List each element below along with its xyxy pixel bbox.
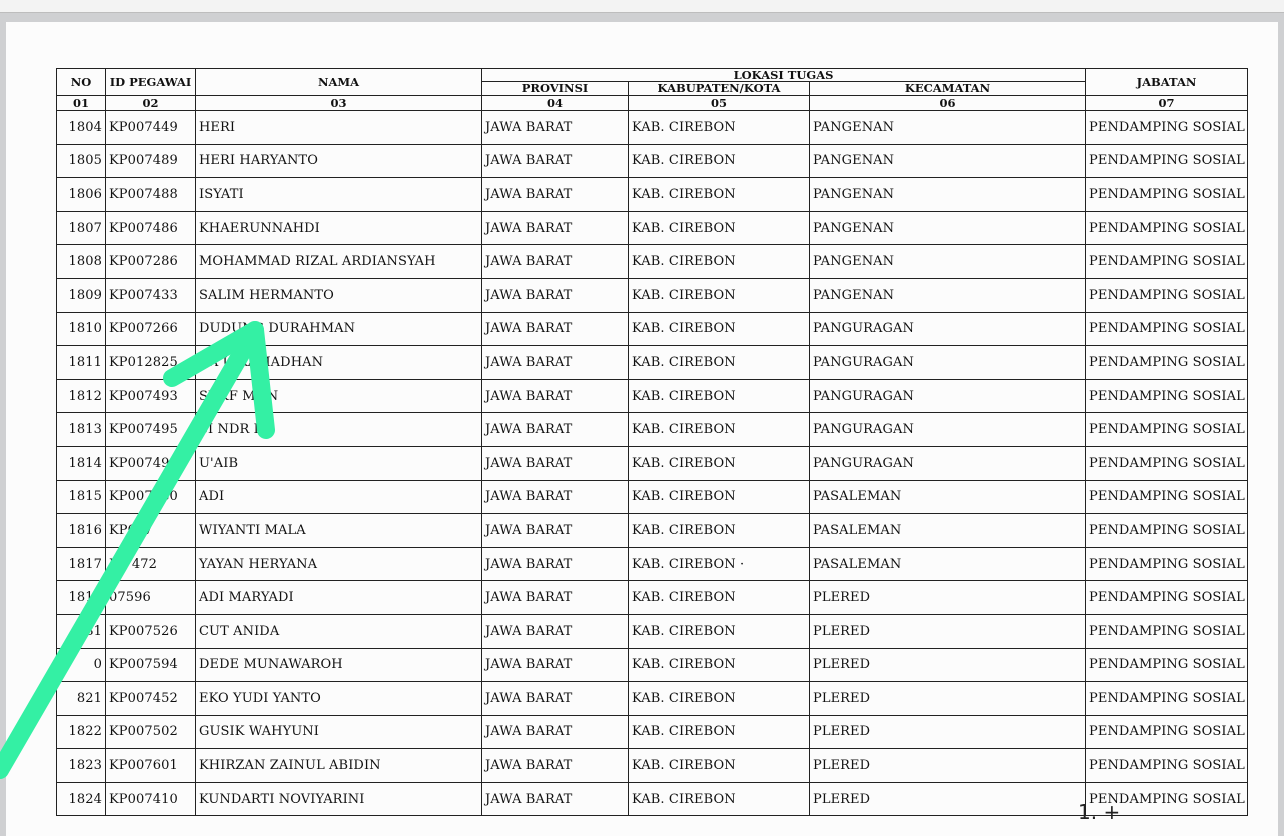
table-row <box>57 749 1248 783</box>
header-jabatan: JABATAN <box>1086 69 1248 96</box>
previous-page-edge <box>0 0 1284 13</box>
cell-kabupaten-kota: KAB. CIREBON <box>629 245 810 279</box>
cell-no: 1815 <box>57 480 106 514</box>
cell-kabupaten-kota: KAB. CIREBON <box>629 514 810 548</box>
cell-provinsi: JAWA BARAT <box>482 144 629 178</box>
cell-jabatan: PENDAMPING SOSIAL <box>1086 111 1248 145</box>
cell-kecamatan: PANGURAGAN <box>810 346 1086 380</box>
cell-nama: KHIRZAN ZAINUL ABIDIN <box>196 749 482 783</box>
header-provinsi: PROVINSI <box>482 82 629 96</box>
cell-kabupaten-kota: KAB. CIREBON <box>629 715 810 749</box>
cell-no: 1808 <box>57 245 106 279</box>
table-row <box>57 715 1248 749</box>
header-no: NO <box>57 69 106 96</box>
cell-id-pegawai: KP007452 <box>106 682 196 716</box>
cell-kabupaten-kota: KAB. CIREBON <box>629 446 810 480</box>
cell-provinsi: JAWA BARAT <box>482 547 629 581</box>
cell-provinsi: JAWA BARAT <box>482 514 629 548</box>
table-row <box>57 278 1248 312</box>
cell-kabupaten-kota: KAB. CIREBON · <box>629 547 810 581</box>
cell-nama: GUSIK WAHYUNI <box>196 715 482 749</box>
cell-kabupaten-kota: KAB. CIREBON <box>629 211 810 245</box>
cell-id-pegawai: KP007449 <box>106 111 196 145</box>
cell-kabupaten-kota: KAB. CIREBON <box>629 144 810 178</box>
cell-id-pegawai: KP007286 <box>106 245 196 279</box>
cell-no: 1804 <box>57 111 106 145</box>
cell-kecamatan: PLERED <box>810 614 1086 648</box>
code-04: 04 <box>482 96 629 111</box>
table-row <box>57 648 1248 682</box>
cell-jabatan: PENDAMPING SOSIAL <box>1086 413 1248 447</box>
cell-provinsi: JAWA BARAT <box>482 178 629 212</box>
cell-provinsi: JAWA BARAT <box>482 446 629 480</box>
cell-id-pegawai: KP007580 <box>106 480 196 514</box>
cell-kecamatan: PLERED <box>810 749 1086 783</box>
code-02: 02 <box>106 96 196 111</box>
cell-id-pegawai: KP012825 <box>106 346 196 380</box>
cell-kecamatan: PANGURAGAN <box>810 413 1086 447</box>
table-row <box>57 614 1248 648</box>
cell-provinsi: JAWA BARAT <box>482 278 629 312</box>
cell-jabatan: PENDAMPING SOSIAL <box>1086 211 1248 245</box>
cell-jabatan: PENDAMPING SOSIAL <box>1086 178 1248 212</box>
cell-no: 1822 <box>57 715 106 749</box>
table-row <box>57 245 1248 279</box>
cell-id-pegawai: KP 472 <box>106 547 196 581</box>
cell-jabatan: PENDAMPING SOSIAL <box>1086 245 1248 279</box>
cell-kecamatan: PLERED <box>810 682 1086 716</box>
cell-kabupaten-kota: KAB. CIREBON <box>629 278 810 312</box>
cell-jabatan: PENDAMPING SOSIAL <box>1086 547 1248 581</box>
code-06: 06 <box>810 96 1086 111</box>
cell-provinsi: JAWA BARAT <box>482 211 629 245</box>
cell-id-pegawai: KP007491 <box>106 446 196 480</box>
cell-kabupaten-kota: KAB. CIREBON <box>629 682 810 716</box>
cell-kecamatan: PASALEMAN <box>810 514 1086 548</box>
cell-jabatan: PENDAMPING SOSIAL <box>1086 346 1248 380</box>
table-row <box>57 782 1248 816</box>
table-row <box>57 211 1248 245</box>
cell-provinsi: JAWA BARAT <box>482 715 629 749</box>
cell-kabupaten-kota: KAB. CIREBON <box>629 581 810 615</box>
cell-nama: MOHAMMAD RIZAL ARDIANSYAH <box>196 245 482 279</box>
header-nama: NAMA <box>196 69 482 96</box>
cell-jabatan: PENDAMPING SOSIAL <box>1086 446 1248 480</box>
table-row <box>57 144 1248 178</box>
cell-kecamatan: PANGURAGAN <box>810 379 1086 413</box>
cell-nama: SI NDR I <box>196 413 482 447</box>
cell-jabatan: PENDAMPING SOSIAL <box>1086 312 1248 346</box>
cell-provinsi: JAWA BARAT <box>482 581 629 615</box>
cell-id-pegawai: KP007495 <box>106 413 196 447</box>
cell-no: 1810 <box>57 312 106 346</box>
cell-id-pegawai: 07596 <box>106 581 196 615</box>
cell-jabatan: PENDAMPING SOSIAL <box>1086 278 1248 312</box>
cell-kabupaten-kota: KAB. CIREBON <box>629 413 810 447</box>
cell-provinsi: JAWA BARAT <box>482 782 629 816</box>
table-row <box>57 379 1248 413</box>
cell-nama: KHAERUNNAHDI <box>196 211 482 245</box>
header-kecamatan: KECAMATAN <box>810 82 1086 96</box>
cell-jabatan: PENDAMPING SOSIAL <box>1086 379 1248 413</box>
table-row <box>57 547 1248 581</box>
cell-provinsi: JAWA BARAT <box>482 346 629 380</box>
cell-kabupaten-kota: KAB. CIREBON <box>629 648 810 682</box>
code-07: 07 <box>1086 96 1248 111</box>
cell-provinsi: JAWA BARAT <box>482 111 629 145</box>
table-row <box>57 312 1248 346</box>
cell-kabupaten-kota: KAB. CIREBON <box>629 111 810 145</box>
cell-kabupaten-kota: KAB. CIREBON <box>629 782 810 816</box>
header-id-pegawai: ID PEGAWAI <box>106 69 196 96</box>
table-row <box>57 346 1248 380</box>
table-row <box>57 413 1248 447</box>
cell-provinsi: JAWA BARAT <box>482 749 629 783</box>
cell-jabatan: PENDAMPING SOSIAL <box>1086 614 1248 648</box>
cell-nama: EKO YUDI YANTO <box>196 682 482 716</box>
cell-kecamatan: PANGENAN <box>810 278 1086 312</box>
cell-id-pegawai: KP007601 <box>106 749 196 783</box>
cell-jabatan: PENDAMPING SOSIAL <box>1086 782 1248 816</box>
table-body <box>57 111 1248 816</box>
cell-no: 1806 <box>57 178 106 212</box>
cell-no: 1816 <box>57 514 106 548</box>
cell-kecamatan: PLERED <box>810 715 1086 749</box>
cell-id-pegawai: KP007502 <box>106 715 196 749</box>
cell-id-pegawai: KP007594 <box>106 648 196 682</box>
cell-no: 1824 <box>57 782 106 816</box>
cell-no: 181 <box>57 614 106 648</box>
cell-no: 1817 <box>57 547 106 581</box>
cell-no: 1813 <box>57 413 106 447</box>
cell-kabupaten-kota: KAB. CIREBON <box>629 346 810 380</box>
table-row <box>57 514 1248 548</box>
cell-no: 0 <box>57 648 106 682</box>
cell-provinsi: JAWA BARAT <box>482 245 629 279</box>
cell-id-pegawai: KP007493 <box>106 379 196 413</box>
cell-no: 1811 <box>57 346 106 380</box>
cell-nama: ISYATI <box>196 178 482 212</box>
cell-jabatan: PENDAMPING SOSIAL <box>1086 581 1248 615</box>
cell-kabupaten-kota: KAB. CIREBON <box>629 749 810 783</box>
table-row <box>57 178 1248 212</box>
employee-table <box>56 68 1248 816</box>
cell-no: 1823 <box>57 749 106 783</box>
cell-no: 821 <box>57 682 106 716</box>
table-row <box>57 111 1248 145</box>
cell-jabatan: PENDAMPING SOSIAL <box>1086 514 1248 548</box>
cell-nama: U'AIB <box>196 446 482 480</box>
cell-nama: DEDE MUNAWAROH <box>196 648 482 682</box>
cell-nama: ADI <box>196 480 482 514</box>
table-row <box>57 581 1248 615</box>
cell-provinsi: JAWA BARAT <box>482 379 629 413</box>
cell-no: 1812 <box>57 379 106 413</box>
cell-nama: SALIM HERMANTO <box>196 278 482 312</box>
cell-nama: RA U RAMADHAN <box>196 346 482 380</box>
cell-kecamatan: PANGENAN <box>810 211 1086 245</box>
cell-id-pegawai: KP007526 <box>106 614 196 648</box>
cell-id-pegawai: KP007 <box>106 514 196 548</box>
cell-no: 1814 <box>57 446 106 480</box>
cell-provinsi: JAWA BARAT <box>482 648 629 682</box>
cell-no: 1807 <box>57 211 106 245</box>
cell-jabatan: PENDAMPING SOSIAL <box>1086 682 1248 716</box>
cell-nama: WIYANTI MALA <box>196 514 482 548</box>
table-header <box>57 69 1248 111</box>
cell-provinsi: JAWA BARAT <box>482 312 629 346</box>
cell-nama: SUKF MUN <box>196 379 482 413</box>
cell-kecamatan: PASALEMAN <box>810 480 1086 514</box>
header-lokasi-tugas: LOKASI TUGAS <box>482 69 1086 82</box>
cell-no: 1818 <box>57 581 106 615</box>
cell-nama: CUT ANIDA <box>196 614 482 648</box>
cell-kabupaten-kota: KAB. CIREBON <box>629 312 810 346</box>
document-page <box>6 22 1278 836</box>
code-03: 03 <box>196 96 482 111</box>
cell-nama: YAYAN HERYANA <box>196 547 482 581</box>
cell-kecamatan: PANGENAN <box>810 245 1086 279</box>
cell-id-pegawai: KP007410 <box>106 782 196 816</box>
cell-kecamatan: PASALEMAN <box>810 547 1086 581</box>
cell-kecamatan: PANGENAN <box>810 178 1086 212</box>
cell-provinsi: JAWA BARAT <box>482 413 629 447</box>
table-row <box>57 480 1248 514</box>
table-row <box>57 682 1248 716</box>
cell-no: 1805 <box>57 144 106 178</box>
cell-jabatan: PENDAMPING SOSIAL <box>1086 480 1248 514</box>
cell-nama: HERI HARYANTO <box>196 144 482 178</box>
code-01: 01 <box>57 96 106 111</box>
cell-nama: HERI <box>196 111 482 145</box>
cell-id-pegawai: KP007486 <box>106 211 196 245</box>
cell-id-pegawai: KP007489 <box>106 144 196 178</box>
cell-no: 1809 <box>57 278 106 312</box>
cell-jabatan: PENDAMPING SOSIAL <box>1086 144 1248 178</box>
cell-kecamatan: PANGENAN <box>810 144 1086 178</box>
cell-kecamatan: PLERED <box>810 581 1086 615</box>
cell-provinsi: JAWA BARAT <box>482 682 629 716</box>
cell-kabupaten-kota: KAB. CIREBON <box>629 178 810 212</box>
cell-kecamatan: PANGENAN <box>810 111 1086 145</box>
cell-kecamatan: PLERED <box>810 648 1086 682</box>
table-row <box>57 446 1248 480</box>
code-05: 05 <box>629 96 810 111</box>
cell-jabatan: PENDAMPING SOSIAL <box>1086 648 1248 682</box>
cell-provinsi: JAWA BARAT <box>482 614 629 648</box>
cell-id-pegawai: KP007266 <box>106 312 196 346</box>
cell-kabupaten-kota: KAB. CIREBON <box>629 480 810 514</box>
cell-jabatan: PENDAMPING SOSIAL <box>1086 715 1248 749</box>
cell-id-pegawai: KP007433 <box>106 278 196 312</box>
cell-kecamatan: PLERED <box>810 782 1086 816</box>
handwritten-marks: 1. + <box>1078 800 1121 824</box>
cell-kabupaten-kota: KAB. CIREBON <box>629 379 810 413</box>
cell-kecamatan: PANGURAGAN <box>810 312 1086 346</box>
cell-nama: ADI MARYADI <box>196 581 482 615</box>
header-kabupaten-kota: KABUPATEN/KOTA <box>629 82 810 96</box>
cell-kecamatan: PANGURAGAN <box>810 446 1086 480</box>
cell-jabatan: PENDAMPING SOSIAL <box>1086 749 1248 783</box>
cell-kabupaten-kota: KAB. CIREBON <box>629 614 810 648</box>
cell-provinsi: JAWA BARAT <box>482 480 629 514</box>
cell-nama: DUDUNG DURAHMAN <box>196 312 482 346</box>
cell-nama: KUNDARTI NOVIYARINI <box>196 782 482 816</box>
cell-id-pegawai: KP007488 <box>106 178 196 212</box>
